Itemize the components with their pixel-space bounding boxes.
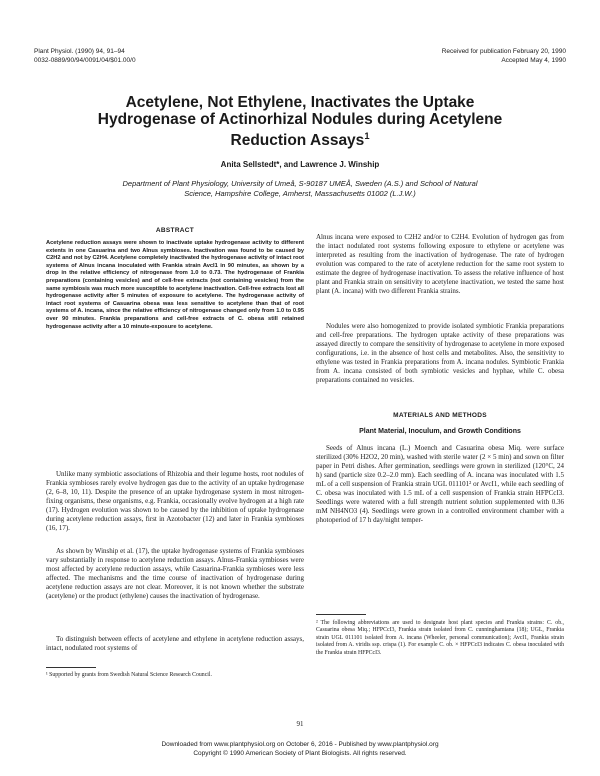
footnote-abbreviations: ² The following abbreviations are used to designate host plant species and Frankia strains: C. ob., Casuarina obesa Miq.; HFPCcI3, Frankia strain isolated from C. cunninghamiana (18); UGL, Frankia strain UGL 011101 isolated from A. incana (Wheeler, personal communication); AvcI1, Frankia strain isolated from A. viridis ssp. crispa (1). For example C. ob. × HFPCcI3 indicates C. obesa inoculated with the Frankia strain HFPCcI3. [316,620,564,656]
accepted-date: Accepted May 4, 1990 [501,56,566,64]
title-footnote-mark: 1 [364,131,370,141]
right-paragraph-1-text: Alnus incana were exposed to C2H2 and/or to C2H4. Evolution of hydrogen gas from the intact nodulated root systems following exposure to ethylene or acetylene was interpreted as resulting from the inactivation of hydrogenase. The rate of hydrogen evolution was compared to the rate of acetylene reduction for the same root system to estimate the degree of hydrogenase inactivation. To assess the relative influence of host plant and Frankia strain on sensitivity to acetylene inactivation, we tested the same host plant (A. incana) with two different Frankia strains. [316,233,564,295]
title-line-3-text: Reduction Assays [230,132,365,150]
affiliation [60,179,540,199]
paper-title [60,94,540,149]
title-line-3 [60,128,540,149]
right-paragraph-2-text: Nodules were also homogenized to provide isolated symbiotic Frankia preparations and cell-free preparations. The hydrogen uptake activity of these preparations was assayed directly to compare the sensitivity of hydrogenase to acetylene in more exposed configurations, i.e. in the absence of host cells and metabolites. Also, the sensitivity to ethylene was tested in Frankia preparations from A. incana nodules. Symbiotic Frankia from A. incana consisted of both symbiotic vesicles and hyphae, while C. obesa preparations contained no vesicles. [316,322,564,384]
affiliation-line-2: Science, Hampshire College, Amherst, Massachusetts 01002 (L.J.W.) [184,189,416,198]
title-line-2: Hydrogenase of Actinorhizal Nodules during Acetylene [97,111,503,128]
footer-copyright-line: Copyright © 1990 American Society of Plant Biologists. All rights reserved. [193,749,407,757]
methods-heading: MATERIALS AND METHODS [393,412,487,419]
intro-paragraph-2-text: As shown by Winship et al. (17), the uptake hydrogenase systems of Frankia symbioses vary substantially in response to acetylene reduction assays. Alnus-Frankia symbioses were most affected by acetylene reduction assays, while Casuarina-Frankia symbioses were less affected. The mechanisms and the time course of inactivation of hydrogenase during acetylene reduction assays are not clear. Moreover, it is not known whether the substrate (acetylene) or the product (ethylene) causes the inactivation of hydrogenase. [46,547,304,600]
intro-paragraph-2 [46,547,304,601]
footer-download-line: Downloaded from www.plantphysiol.org on October 6, 2016 - Published by www.plantphysiol.org [161,741,439,748]
received-date: Received for publication February 20, 1990 [441,48,566,55]
authors: Anita Sellstedt*, and Lawrence J. Winship [220,160,380,169]
methods-paragraph-1 [316,444,564,525]
right-paragraph-2 [316,322,564,385]
download-footer [0,741,600,758]
subsection-heading: Plant Material, Inoculum, and Growth Conditions [359,428,521,435]
right-paragraph-1 [316,233,564,296]
publication-dates [442,48,566,65]
footnote-divider-right [316,614,366,615]
intro-paragraph-1 [46,470,304,533]
methods-paragraph-1-text: Seeds of Alnus incana (L.) Moench and Casuarina obesa Miq. were surface sterilized (30% H2O2, 20 min), washed with sterile water (2 × 5 min) and sown on filter paper in Petri dishes. After germination, seedlings were grown in sterilized (120°C, 24 h) sand (particle size 0.2–2.0 mm). Each seedling of A. incana was inoculated with 1.5 mL of a cell suspension of Frankia strain UGL 011101² or AvcI1, while each seedling of C. obesa was inoculated with 1.5 mL of a cell suspension of Frankia strain HFPCcI3. Seedlings were watered with a full strength nutrient solution supplemented with 0.36 mM NH4NO3 (4). Seedlings were grown in a controlled environment chamber with a photoperiod of 17 h day/night temper- [316,444,564,524]
footnote-divider-left [46,667,96,668]
affiliation-line-1: Department of Plant Physiology, University of Umeå, S-90187 UMEÅ, Sweden (A.S.) and School of Natural [122,179,478,188]
title-line-1: Acetylene, Not Ethylene, Inactivates the Uptake [125,94,475,111]
footnote-funding: ¹ Supported by grants from Swedish Natural Science Research Council. [46,672,212,678]
journal-citation [34,48,136,65]
abstract-heading: ABSTRACT [155,227,195,234]
page-number: 91 [296,720,304,728]
abstract-text: Acetylene reduction assays were shown to inactivate uptake hydrogenase activity to different extents in one Casuarina and two Alnus symbioses. Inactivation was found to be caused by C2H2 and not by C2H4. Acetylene completely inactivated the hydrogenase activity of intact root systems of Alnus incana inoculated with Frankia strain AvcI1 in 90 minutes, as shown by a drop in the relative efficiency of nitrogenase from 1.0 to 0.73. The hydrogenase of Frankia preparations (containing vesicles) and of cell-free extracts (not containing vesicles) from the same symbiosis was much more susceptible to acetylene inactivation. Cell-free extracts lost all hydrogenase activity after 5 minutes of exposure to acetylene. The hydrogenase activity of intact root systems of Casuarina obesa was less sensitive to acetylene than that of root systems of A. incana, since the relative efficiency of nitrogenase changed only from 1.0 to 0.95 over 90 minutes. Frankia preparations and cell-free extracts of C. obesa still retained hydrogenase activity after a 10 minute-exposure to acetylene. [46,240,305,330]
intro-paragraph-3 [46,635,304,653]
intro-paragraph-1-text: Unlike many symbiotic associations of Rhizobia and their legume hosts, root nodules of Frankia symbioses rarely evolve hydrogen gas due to the activity of an uptake hydrogenase (2, 6–8, 10, 11). Despite the presence of an uptake hydrogenase system in most nitrogen-fixing organisms, these organisms, e.g. Frankia, occasionally evolve hydrogen at a high rate (17). Hydrogen evolution was shown to be caused by the inhibition of uptake hydrogenase during acetylene reduction assays, first in Azotobacter (12) and later in Frankia symbioses (16, 17). [46,470,304,532]
journal-ref: Plant Physiol. (1990) 94, 91–94 [34,48,125,55]
intro-paragraph-3-text: To distinguish between effects of acetylene and ethylene in acetylene reduction assays, intact, nodulated root systems of [46,635,304,652]
journal-code: 0032-0889/90/94/0091/04/$01.00/0 [34,56,136,64]
